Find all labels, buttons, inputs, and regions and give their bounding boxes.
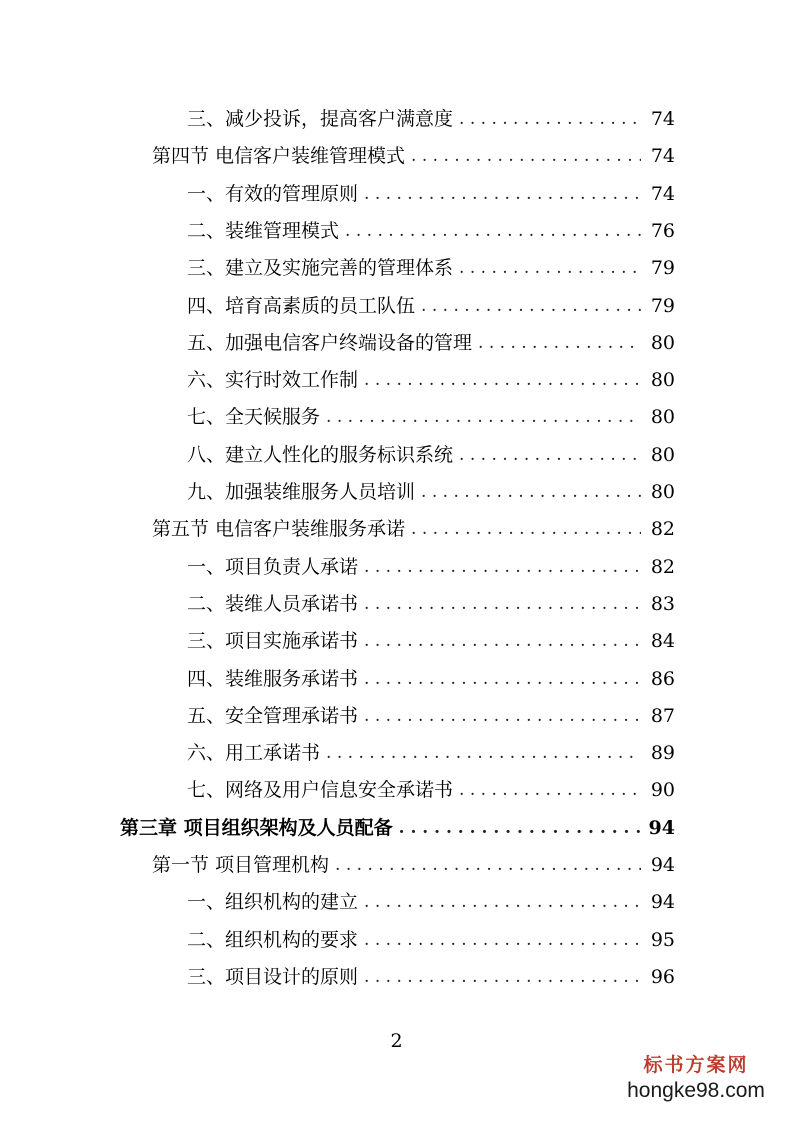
toc-entry-title: 八、建立人性化的服务标识系统: [187, 443, 454, 466]
toc-entry-page-number: 82: [650, 518, 675, 541]
toc-entry-page-number: 80: [650, 331, 675, 354]
toc-entry-page-number: 80: [650, 406, 675, 429]
toc-dot-leader: [419, 291, 641, 321]
toc-entry-title: 二、装维人员承诺书: [187, 592, 359, 615]
toc-dot-leader: [362, 589, 641, 619]
toc-entry-page-number: 95: [650, 928, 675, 951]
toc-entry-item[interactable]: [187, 887, 675, 917]
toc-dot-leader: [324, 402, 641, 432]
toc-entry-title: 二、组织机构的要求: [187, 928, 359, 951]
toc-dot-leader: [362, 664, 641, 694]
toc-entry-page-number: 87: [650, 704, 675, 727]
toc-entry-page-number: 79: [650, 257, 675, 280]
toc-entry-page-number: 89: [650, 742, 675, 765]
toc-dot-leader: [343, 216, 641, 246]
toc-dot-leader: [362, 887, 641, 917]
toc-entry-section[interactable]: [152, 850, 675, 880]
toc-entry-title: 一、有效的管理原则: [187, 182, 359, 205]
toc-entry-title: 三、项目设计的原则: [187, 965, 359, 988]
toc-entry-page-number: 84: [650, 630, 675, 653]
toc-entry-section[interactable]: [152, 141, 675, 171]
toc-dot-leader: [409, 514, 641, 544]
toc-dot-leader: [362, 701, 641, 731]
toc-entry-title: 五、加强电信客户终端设备的管理: [187, 331, 473, 354]
toc-entry-chapter[interactable]: [120, 813, 675, 843]
toc-entry-title: 四、培育高素质的员工队伍: [187, 294, 416, 317]
toc-entry-page-number: 94: [650, 854, 675, 876]
toc-dot-leader: [457, 104, 641, 134]
toc-entry-page-number: 80: [650, 369, 675, 392]
toc-entry-title: 第一节 项目管理机构: [152, 854, 330, 876]
toc-entry-title: 第三章 项目组织架构及人员配备: [120, 816, 393, 839]
toc-entry-page-number: 94: [648, 816, 675, 839]
toc-entry-section[interactable]: [152, 514, 675, 544]
toc-entry-title: 七、网络及用户信息安全承诺书: [187, 779, 454, 802]
toc-entry-page-number: 74: [650, 182, 675, 205]
watermark-site-name: 标书方案网: [643, 1054, 749, 1076]
toc-entry-title: 三、减少投诉，提高客户满意度: [187, 108, 454, 130]
toc-entry-title: 九、加强装维服务人员培训: [187, 481, 416, 503]
watermark-logo: [611, 1052, 781, 1112]
toc-dot-leader: [457, 440, 641, 470]
toc-entry-page-number: 90: [650, 779, 675, 802]
toc-entry-item[interactable]: [187, 291, 675, 321]
toc-entry-item[interactable]: [187, 440, 675, 470]
watermark-url: hongke98.com: [627, 1079, 765, 1102]
toc-dot-leader: [457, 775, 641, 805]
toc-dot-leader: [362, 962, 641, 992]
toc-entry-item[interactable]: [187, 775, 675, 805]
toc-entry-title: 四、装维服务承诺书: [187, 667, 359, 690]
toc-entry-item[interactable]: [187, 365, 675, 395]
toc-dot-leader: [409, 141, 641, 171]
toc-entry-title: 一、项目负责人承诺: [187, 555, 359, 578]
toc-entry-item[interactable]: [187, 179, 675, 209]
toc-entry-item[interactable]: [187, 104, 675, 134]
toc-entry-item[interactable]: [187, 738, 675, 768]
toc-entry-page-number: 86: [650, 667, 675, 690]
toc-entry-title: 三、项目实施承诺书: [187, 630, 359, 653]
toc-entry-page-number: 80: [650, 481, 675, 503]
toc-entry-page-number: 83: [650, 592, 675, 615]
toc-entry-item[interactable]: [187, 253, 675, 283]
toc-entry-page-number: 74: [650, 145, 675, 168]
toc-dot-leader: [362, 365, 641, 395]
toc-entry-page-number: 79: [650, 294, 675, 317]
toc-entry-page-number: 96: [650, 965, 675, 988]
toc-dot-leader: [324, 738, 641, 768]
toc-entry-page-number: 82: [650, 555, 675, 578]
toc-entry-title: 第五节 电信客户装维服务承诺: [152, 518, 406, 541]
toc-entry-page-number: 94: [650, 891, 675, 914]
toc-entry-item[interactable]: [187, 328, 675, 358]
toc-entry-item[interactable]: [187, 925, 675, 955]
toc-entry-item[interactable]: [187, 962, 675, 992]
toc-entry-item[interactable]: [187, 701, 675, 731]
toc-entry-title: 一、组织机构的建立: [187, 891, 359, 914]
toc-entry-title: 三、建立及实施完善的管理体系: [187, 257, 454, 280]
toc-dot-leader: [362, 925, 641, 955]
toc-dot-leader: [362, 552, 641, 582]
toc-dot-leader: [362, 179, 641, 209]
toc-entry-page-number: 74: [650, 108, 675, 130]
toc-entry-item[interactable]: [187, 589, 675, 619]
toc-entry-title: 第四节 电信客户装维管理模式: [152, 145, 406, 168]
toc-dot-leader: [419, 477, 641, 507]
toc-dot-leader: [476, 328, 641, 358]
toc-dot-leader: [333, 850, 641, 880]
toc-entry-item[interactable]: [187, 402, 675, 432]
toc-entry-item[interactable]: [187, 552, 675, 582]
toc-dot-leader: [397, 813, 641, 843]
page-number: 2: [390, 1030, 403, 1052]
toc-entry-title: 七、全天候服务: [187, 406, 321, 429]
toc-entry-page-number: 80: [650, 443, 675, 466]
toc-entry-title: 二、装维管理模式: [187, 219, 340, 242]
toc-entry-item[interactable]: [187, 216, 675, 246]
toc-entry-title: 五、安全管理承诺书: [187, 704, 359, 727]
toc-entry-title: 六、用工承诺书: [187, 742, 321, 765]
toc-dot-leader: [362, 626, 641, 656]
toc-dot-leader: [457, 253, 641, 283]
toc-entry-item[interactable]: [187, 664, 675, 694]
toc-entry-item[interactable]: [187, 626, 675, 656]
toc-entry-title: 六、实行时效工作制: [187, 369, 359, 392]
toc-entry-item[interactable]: [187, 477, 675, 507]
toc-entry-page-number: 76: [650, 219, 675, 242]
